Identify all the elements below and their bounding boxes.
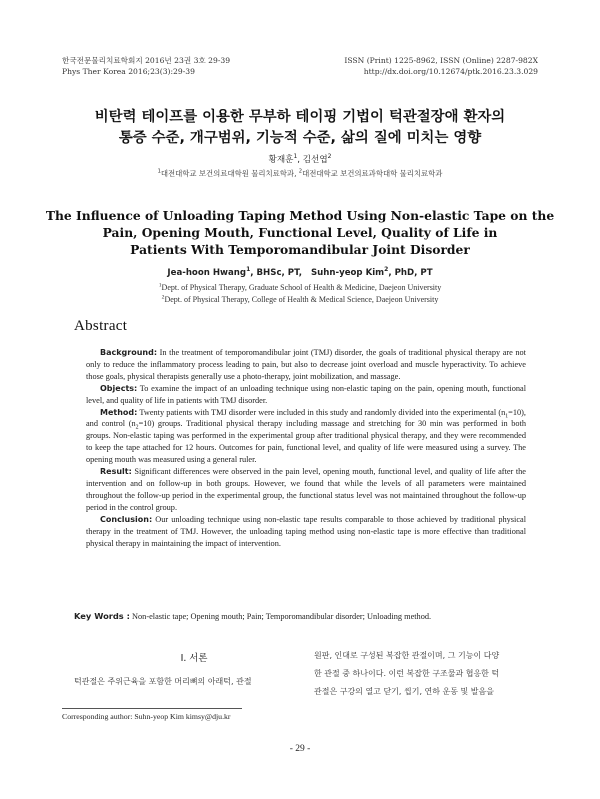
objects-label: Objects: bbox=[100, 383, 138, 393]
issn-line: ISSN (Print) 1225-8962, ISSN (Online) 2287-982X bbox=[344, 56, 538, 65]
journal-name-korean: 한국전문물리치료학회지 2016년 23권 3호 29-39 bbox=[62, 56, 231, 65]
english-author-2-degree: , PhD, PT bbox=[388, 268, 433, 278]
doi-link[interactable]: http://dx.doi.org/10.12674/ptk.2016.23.3.029 bbox=[363, 67, 538, 76]
english-affiliation-1-text: Dept. of Physical Therapy, Graduate School of Health & Medicine, Daejeon University bbox=[161, 283, 442, 292]
objects-text: To examine the impact of an unloading technique using non-elastic taping on the pain, opening mouth, functional level, and quality of life in patients with TMJ disorder. bbox=[86, 383, 526, 405]
korean-title-line2: 통증 수준, 개구범위, 기능적 수준, 삶의 질에 미치는 영향 bbox=[118, 130, 482, 146]
keywords bbox=[74, 611, 544, 621]
footnote-divider bbox=[62, 708, 242, 709]
english-author-1-degree: , BHSc, PT, bbox=[250, 268, 302, 278]
english-title-line3: Patients With Temporomandibular Joint Disorder bbox=[130, 242, 470, 257]
english-affiliation-2-text: Dept. of Physical Therapy, College of Health & Medical Science, Daejeon University bbox=[164, 295, 439, 304]
page-number: - 29 - bbox=[289, 744, 311, 754]
korean-affiliation-1: 대전대학교 보건의료대학원 물리치료학과, bbox=[160, 169, 297, 178]
abstract-method bbox=[86, 407, 526, 467]
korean-affiliations: $^1$대전대학교 보건의료대학원 물리치료학과, $^2$대전대학교 보건의료과학대학 물리치료학과 bbox=[157, 168, 443, 178]
english-author-2: Suhn-yeop Kim bbox=[310, 268, 385, 278]
journal-header-right bbox=[344, 55, 538, 77]
section-heading-introduction: Ⅰ. 서론 bbox=[180, 653, 208, 664]
korean-affiliation-2: 대전대학교 보건의료과학대학 물리치료학과 bbox=[302, 169, 443, 178]
background-label: Background: bbox=[100, 348, 158, 357]
conclusion-label: Conclusion: bbox=[100, 514, 153, 524]
english-author-1: Jea-hoon Hwang bbox=[167, 268, 247, 278]
background-text: In the treatment of temporomandibular joint (TMJ) disorder, the goals of traditional physical therapy are not only to reduce the inflammatory process leading to pain, but also to decrease joint overload and muscle hyperactivity. To achieve those goals, physical therapists generally use a photo-therapy, joint mobilization, and massage. bbox=[86, 348, 526, 381]
abstract-background bbox=[86, 347, 526, 383]
journal-citation: Phys Ther Korea 2016;23(3):29-39 bbox=[62, 67, 195, 76]
abstract-objects bbox=[86, 383, 526, 407]
abstract-body bbox=[86, 347, 526, 549]
korean-title-line1: 비탄력 테이프를 이용한 무부하 테이핑 기법이 턱관절장애 환자의 bbox=[94, 109, 506, 125]
korean-title bbox=[40, 107, 560, 149]
method-label: Method: bbox=[100, 407, 138, 417]
body-left-column bbox=[74, 673, 314, 691]
english-authors: Jea-hoon Hwang$^1$, BHSc, PT, Suhn-yeop Kim$^2$, PhD, PT bbox=[167, 266, 433, 278]
conclusion-text: Our unloading technique using non-elastic tape results comparable to those achieved by traditional physical therapy in the treatment of TMJ. However, the unloading taping method using non-elastic tape is more effective than traditional physical therapy in maintaining the impact of intervention. bbox=[86, 514, 526, 548]
body-right-line2: 한 관절 중 하나이다. 이런 복잡한 구조물과 협응한 턱 bbox=[314, 669, 500, 678]
corresponding-author-footnote: Corresponding author: Suhn-yeop Kim kimsy@dju.kr bbox=[62, 712, 231, 721]
korean-authors: 황재훈$^1$, 김선엽$^2$ bbox=[268, 153, 332, 165]
body-left-text: 턱관절은 주위근육을 포함한 머리뼈의 아래턱, 관절 bbox=[74, 677, 252, 686]
english-affiliation-1: $^1$Dept. of Physical Therapy, Graduate School of Health & Medicine, Daejeon University bbox=[158, 282, 442, 292]
body-right-column bbox=[314, 647, 546, 701]
abstract-conclusion bbox=[86, 514, 526, 550]
korean-author-2: 김선엽 bbox=[302, 155, 328, 165]
abstract-heading: Abstract bbox=[74, 318, 128, 334]
keywords-text: Non-elastic tape; Opening mouth; Pain; Temporomandibular disorder; Unloading method. bbox=[132, 612, 432, 621]
method-sub-1: 1 bbox=[505, 413, 509, 420]
english-title-line1: The Influence of Unloading Taping Method Using Non-elastic Tape on the bbox=[45, 208, 555, 223]
body-right-line3: 관절은 구강의 열고 닫기, 씹기, 연하 운동 및 발음을 bbox=[314, 687, 494, 696]
method-text-a: Twenty patients with TMJ disorder were included in this study and randomly divided into the experimental (n bbox=[139, 407, 506, 417]
korean-author-1: 황재훈 bbox=[268, 155, 294, 165]
result-text: Significant differences were observed in the pain level, opening mouth, functional level, and quality of life after the intervention and on follow-up in both groups. However, we found that while the levels of all parameters were maintained throughout the follow-up period in the experimental group, the functional status level was not maintained throughout the follow-up period in the control group. bbox=[86, 467, 526, 512]
method-sub-2: 2 bbox=[135, 425, 139, 432]
method-text-b: =10), and control (n bbox=[86, 407, 526, 429]
english-affiliation-2: $^2$Dept. of Physical Therapy, College of Health & Medical Science, Daejeon University bbox=[161, 294, 439, 304]
method-text-c: =10) groups. Traditional physical therapy including massage and stretching for 30 min was performed in both groups. Non-elastic taping was performed in the experimental group after traditional physical therapy, and they were recommended to keep the tape attached for 12 hours. Outcomes for pain, functional level, and quality of life were measured using a survey. The opening mouth was measured using a general ruler. bbox=[86, 419, 526, 465]
journal-header-left bbox=[62, 55, 230, 77]
result-label: Result: bbox=[100, 467, 132, 477]
english-title bbox=[40, 207, 560, 258]
abstract-result bbox=[86, 466, 526, 514]
english-title-line2: Pain, Opening Mouth, Functional Level, Quality of Life in bbox=[102, 225, 498, 240]
body-right-line1: 원판, 인대로 구성된 복잡한 관절이며, 그 기능이 다양 bbox=[314, 651, 500, 660]
keywords-label: Key Words : bbox=[74, 611, 130, 621]
